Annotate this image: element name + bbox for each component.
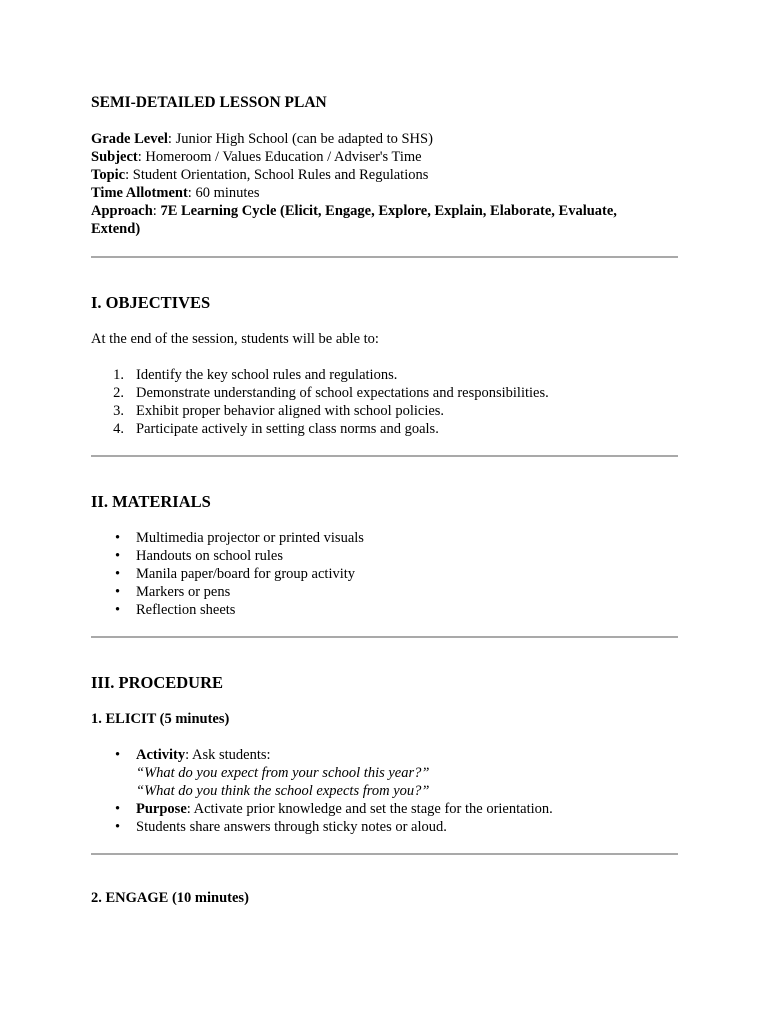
- bullet-icon: •: [115, 819, 121, 835]
- materials-heading: II. MATERIALS: [91, 492, 211, 511]
- divider: [91, 853, 678, 855]
- bullet-icon: •: [115, 602, 121, 618]
- bullet-icon: •: [115, 584, 121, 600]
- objective-item: [91, 420, 549, 438]
- approach-label: Approach: [91, 203, 153, 219]
- material-item: [91, 601, 364, 619]
- share-text: Students share answers through sticky notes or aloud.: [136, 819, 447, 835]
- material-item: [91, 583, 364, 601]
- subject-value: : Homeroom / Values Education / Adviser's Time: [137, 149, 422, 165]
- objectives-intro: At the end of the session, students will be able to:: [91, 331, 379, 347]
- objective-text: Identify the key school rules and regulations.: [136, 367, 398, 383]
- objective-text: Demonstrate understanding of school expectations and responsibilities.: [136, 385, 549, 401]
- engage-heading: 2. ENGAGE (10 minutes): [91, 890, 249, 906]
- elicit-question: “What do you think the school expects from you?”: [136, 783, 430, 799]
- material-text: Multimedia projector or printed visuals: [136, 530, 364, 546]
- divider: [91, 256, 678, 258]
- approach-separator: :: [152, 203, 161, 219]
- grade-level-line: [91, 130, 651, 148]
- material-item: [91, 529, 364, 547]
- objective-item: [91, 366, 549, 384]
- material-text: Reflection sheets: [136, 602, 236, 618]
- objective-item: [91, 384, 549, 402]
- subject-line: [91, 148, 651, 166]
- time-allotment-value: : 60 minutes: [187, 185, 260, 201]
- elicit-list: [91, 746, 553, 836]
- material-item: [91, 565, 364, 583]
- objective-text: Exhibit proper behavior aligned with school policies.: [136, 403, 445, 419]
- activity-label: Activity: [136, 747, 186, 763]
- elicit-share-item: [91, 818, 553, 836]
- topic-value: : Student Orientation, School Rules and Regulations: [125, 167, 429, 183]
- time-allotment-label: Time Allotment: [91, 185, 188, 201]
- material-text: Manila paper/board for group activity: [136, 566, 356, 582]
- objectives-list: [91, 366, 549, 438]
- elicit-activity-item: [91, 746, 553, 800]
- bullet-icon: •: [115, 747, 121, 763]
- bullet-icon: •: [115, 530, 121, 546]
- material-text: Handouts on school rules: [136, 548, 283, 564]
- approach-value: 7E Learning Cycle (Elicit, Engage, Explore, Explain, Elaborate, Evaluate, Extend): [91, 203, 617, 237]
- elicit-purpose-item: [91, 800, 553, 818]
- lesson-meta: [91, 130, 651, 238]
- document-title: SEMI-DETAILED LESSON PLAN: [91, 94, 327, 111]
- approach-line: [91, 202, 651, 238]
- activity-text: : Ask students:: [185, 747, 271, 763]
- material-text: Markers or pens: [136, 584, 231, 600]
- grade-level-label: Grade Level: [91, 131, 168, 147]
- objective-number: 1.: [113, 367, 124, 383]
- subject-label: Subject: [91, 149, 138, 165]
- purpose-text: : Activate prior knowledge and set the stage for the orientation.: [186, 801, 553, 817]
- objective-number: 3.: [113, 403, 124, 419]
- materials-list: [91, 529, 364, 619]
- grade-level-value: : Junior High School (can be adapted to SHS): [167, 131, 433, 147]
- objective-number: 2.: [113, 385, 124, 401]
- topic-line: [91, 166, 651, 184]
- bullet-icon: •: [115, 566, 121, 582]
- elicit-heading: 1. ELICIT (5 minutes): [91, 711, 230, 727]
- objective-text: Participate actively in setting class norms and goals.: [136, 421, 439, 437]
- material-item: [91, 547, 364, 565]
- purpose-label: Purpose: [136, 801, 187, 817]
- divider: [91, 636, 678, 638]
- objective-item: [91, 402, 549, 420]
- topic-label: Topic: [91, 167, 126, 183]
- procedure-heading: III. PROCEDURE: [91, 673, 224, 692]
- objective-number: 4.: [113, 421, 124, 437]
- objectives-heading: I. OBJECTIVES: [91, 293, 211, 312]
- divider: [91, 455, 678, 457]
- time-allotment-line: [91, 184, 651, 202]
- bullet-icon: •: [115, 548, 121, 564]
- bullet-icon: •: [115, 801, 121, 817]
- elicit-question: “What do you expect from your school this year?”: [136, 765, 430, 781]
